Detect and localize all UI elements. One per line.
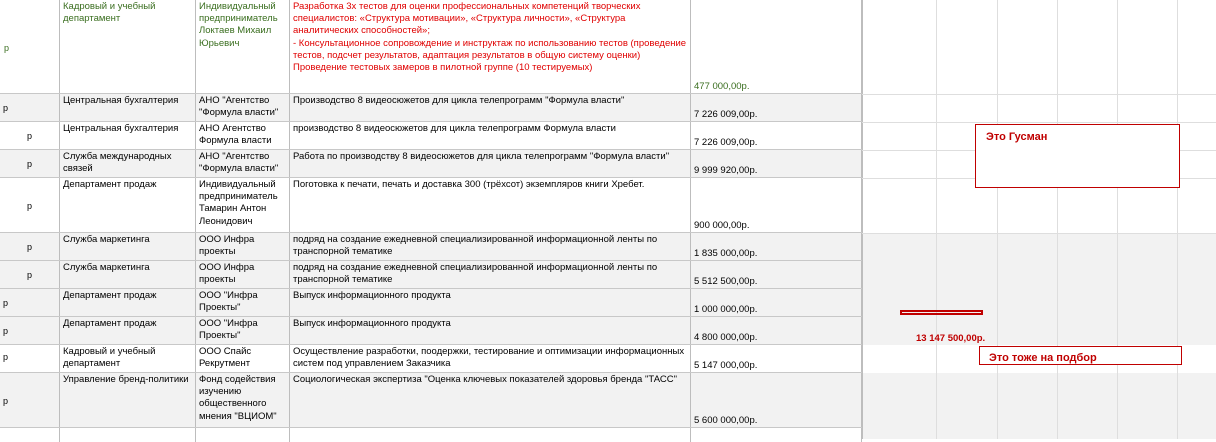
- department-cell[interactable]: Служба международных связей: [60, 150, 196, 177]
- description-cell[interactable]: Работа по производству 8 видеосюжетов для цикла телепрограмм "Формула власти": [290, 150, 691, 177]
- amount-cell[interactable]: 5 512 500,00р.: [691, 261, 862, 288]
- description-line: - Консультационное сопровождение и инструктаж по использованию тестов (проведение тестов, подсчет результатов, адаптация результатов в общую систему оценки): [293, 37, 687, 61]
- contractor-cell[interactable]: АНО "Агентство "Формула власти": [196, 150, 290, 177]
- small-note-shape[interactable]: [900, 310, 983, 315]
- grid-line: [997, 0, 998, 439]
- table-row-partial[interactable]: [0, 428, 862, 442]
- mark-cell[interactable]: р: [0, 150, 60, 177]
- department-cell[interactable]: Департамент продаж: [60, 178, 196, 232]
- description-cell[interactable]: подряд на создание ежедневной специализированной информационной ленты по транспорной тематике: [290, 261, 691, 288]
- note-text: Это Гусман: [986, 131, 1048, 143]
- grid-line: [862, 233, 1216, 234]
- contractor-cell[interactable]: ООО Инфра проекты: [196, 233, 290, 260]
- mark-cell[interactable]: р: [0, 122, 60, 149]
- department-cell[interactable]: Департамент продаж: [60, 289, 196, 316]
- contractor-cell[interactable]: ООО Спайс Рекрутмент: [196, 345, 290, 372]
- grid-line: [862, 122, 1216, 123]
- shaded-region: [862, 233, 1216, 345]
- department-cell[interactable]: [60, 428, 196, 442]
- note-text: Это тоже на подбор: [989, 352, 1097, 364]
- department-cell[interactable]: Служба маркетинга: [60, 261, 196, 288]
- amount-cell[interactable]: 4 800 000,00р.: [691, 317, 862, 344]
- table-row[interactable]: [0, 345, 862, 373]
- mark-cell[interactable]: р: [0, 373, 60, 427]
- mark-cell[interactable]: р: [0, 317, 60, 344]
- mark-cell[interactable]: р: [0, 178, 60, 232]
- amount-cell[interactable]: 1 000 000,00р.: [691, 289, 862, 316]
- department-cell[interactable]: Центральная бухгалтерия: [60, 122, 196, 149]
- contractor-cell[interactable]: ООО "Инфра Проекты": [196, 289, 290, 316]
- mark-cell[interactable]: р: [0, 233, 60, 260]
- mark-cell[interactable]: р: [0, 345, 60, 372]
- contractor-cell[interactable]: Фонд содействия изучению общественного мнения "ВЦИОМ": [196, 373, 290, 427]
- grid-line: [1057, 0, 1058, 439]
- table-row[interactable]: [0, 122, 862, 150]
- description-line: Разработка 3х тестов для оценки профессиональных компетенций творческих специалистов: «Структура мотивации», «Структура личности», «Структура аналитических способностей»;: [293, 1, 641, 37]
- mark-cell[interactable]: р: [0, 289, 60, 316]
- amount-cell[interactable]: 5 147 000,00р.: [691, 345, 862, 372]
- department-cell[interactable]: Служба маркетинга: [60, 233, 196, 260]
- amount-cell[interactable]: 7 226 009,00р.: [691, 94, 862, 121]
- note-gusman[interactable]: [975, 124, 1180, 188]
- table-row[interactable]: [0, 261, 862, 289]
- grid-line: [1177, 0, 1178, 439]
- table-row[interactable]: [0, 94, 862, 122]
- department-cell[interactable]: Кадровый и учебный департамент: [60, 0, 196, 93]
- description-cell[interactable]: [290, 428, 691, 442]
- department-cell[interactable]: Центральная бухгалтерия: [60, 94, 196, 121]
- contractor-cell[interactable]: АНО "Агентство "Формула власти": [196, 94, 290, 121]
- department-cell[interactable]: Департамент продаж: [60, 317, 196, 344]
- description-cell[interactable]: [290, 0, 691, 93]
- description-cell[interactable]: Производство 8 видеосюжетов для цикла телепрограмм "Формула власти": [290, 94, 691, 121]
- contractor-cell[interactable]: ООО Инфра проекты: [196, 261, 290, 288]
- amount-cell[interactable]: 1 835 000,00р.: [691, 233, 862, 260]
- department-cell[interactable]: Кадровый и учебный департамент: [60, 345, 196, 372]
- contractor-cell[interactable]: ООО "Инфра Проекты": [196, 317, 290, 344]
- note-podbor[interactable]: [979, 346, 1182, 365]
- table-row[interactable]: [0, 373, 862, 428]
- mark-cell[interactable]: р: [0, 94, 60, 121]
- contractor-cell[interactable]: АНО Агентство Формула власти: [196, 122, 290, 149]
- grid-line: [1117, 0, 1118, 439]
- shaded-region: [862, 373, 1216, 439]
- mark-cell[interactable]: [0, 428, 60, 442]
- table-row[interactable]: [0, 289, 862, 317]
- table-row[interactable]: [0, 317, 862, 345]
- amount-cell[interactable]: 7 226 009,00р.: [691, 122, 862, 149]
- table-row[interactable]: [0, 0, 862, 94]
- description-line: Проведение тестовых замеров в пилотной группе (10 тестируемых): [293, 62, 593, 74]
- contractor-cell[interactable]: Индивидуальный предприниматель Тамарин Антон Леонидович: [196, 178, 290, 232]
- mark-cell[interactable]: р: [0, 0, 60, 93]
- total-amount: 13 147 500,00р.: [916, 333, 986, 344]
- table-row[interactable]: [0, 178, 862, 233]
- grid-line: [862, 0, 863, 439]
- contractor-cell[interactable]: Индивидуальный предприниматель Локтаев Михаил Юрьевич: [196, 0, 290, 93]
- amount-cell[interactable]: [691, 428, 862, 442]
- description-cell[interactable]: Поготовка к печати, печать и доставка 300 (трёхсот) экземпляров книги Хребет.: [290, 178, 691, 232]
- grid-line: [936, 0, 937, 439]
- grid-line: [862, 94, 1216, 95]
- table-row[interactable]: [0, 150, 862, 178]
- contractor-cell[interactable]: [196, 428, 290, 442]
- description-cell[interactable]: Осуществление разработки, поодержки, тестирование и оптимизации информационных систем под управлением Заказчика: [290, 345, 691, 372]
- description-cell[interactable]: производство 8 видеосюжетов для цикла телепрограмм Формула власти: [290, 122, 691, 149]
- description-cell[interactable]: подряд на создание ежедневной специализированной информационной ленты по транспорной тематике: [290, 233, 691, 260]
- amount-cell[interactable]: 5 600 000,00р.: [691, 373, 862, 427]
- description-cell[interactable]: Социологическая экспертиза "Оценка ключевых показателей здоровья бренда "ТАСС": [290, 373, 691, 427]
- amount-cell[interactable]: 900 000,00р.: [691, 178, 862, 232]
- mark-cell[interactable]: р: [0, 261, 60, 288]
- description-cell[interactable]: Выпуск информационного продукта: [290, 317, 691, 344]
- description-cell[interactable]: Выпуск информационного продукта: [290, 289, 691, 316]
- table-row[interactable]: [0, 233, 862, 261]
- department-cell[interactable]: Управление бренд-политики: [60, 373, 196, 427]
- amount-cell[interactable]: 477 000,00р.: [691, 0, 862, 93]
- amount-cell[interactable]: 9 999 920,00р.: [691, 150, 862, 177]
